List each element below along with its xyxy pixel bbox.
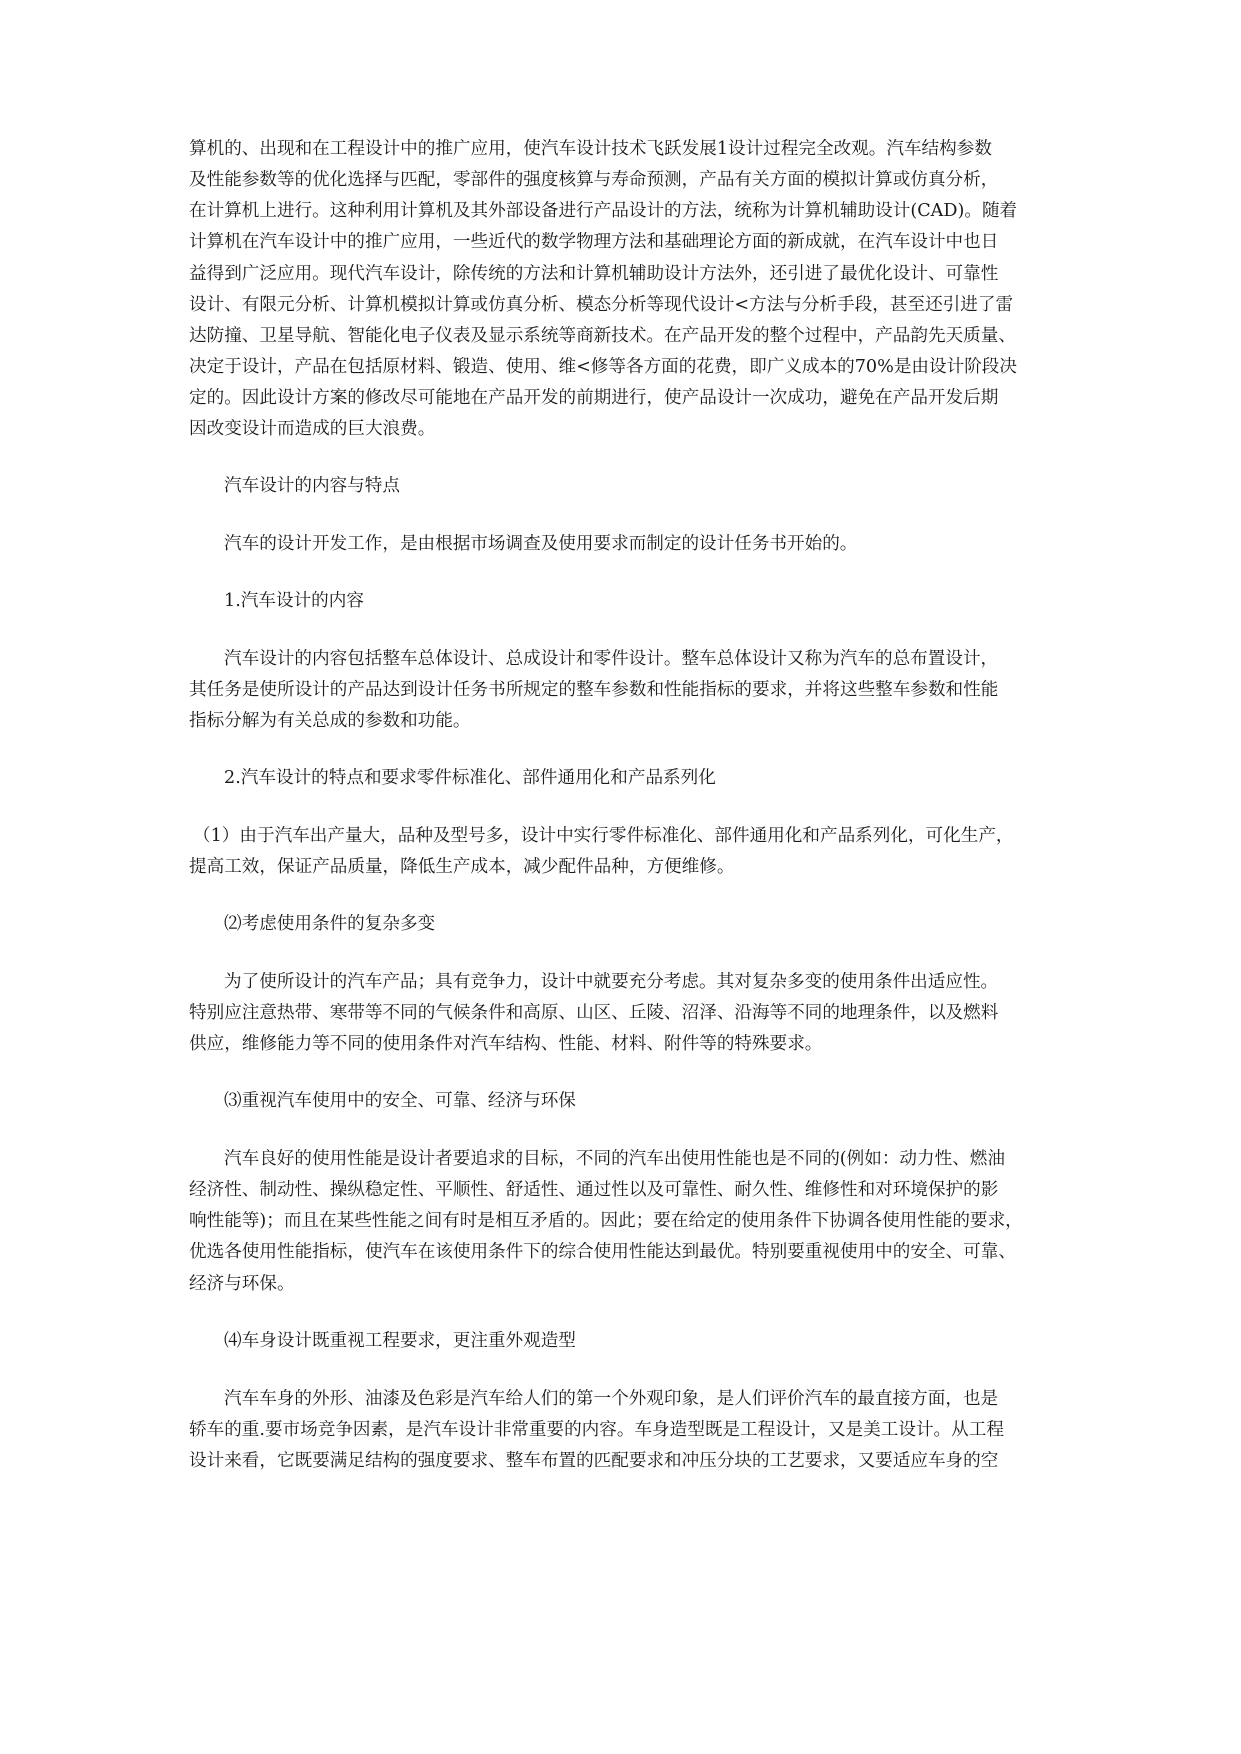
section-heading: 2.汽车设计的特点和要求零件标准化、部件通用化和产品系列化 [224, 768, 716, 788]
paragraph-line: 供应，维修能力等不同的使用条件对汽车结构、性能、材料、附件等的特殊要求。 [189, 1034, 823, 1054]
paragraph-line: 提高工效，保证产品质量，降低生产成本，减少配件品种，方便维修。 [189, 857, 735, 877]
section-heading: 1.汽车设计的内容 [224, 591, 364, 611]
paragraph-line: 为了使所设计的汽车产品；具有竞争力，设计中就要充分考虑。其对复杂多变的使用条件出适应性。 [224, 972, 999, 992]
paragraph-line: 汽车良好的使用性能是设计者要追求的目标，不同的汽车出使用性能也是不同的(例如：动力性、燃油 [224, 1149, 1005, 1169]
paragraph-line: 及性能参数等的优化选择与匹配，零部件的强度核算与寿命预测，产品有关方面的模拟计算或仿真分析， [189, 170, 999, 190]
paragraph-line: 经济性、制动性、操纵稳定性、平顺性、舒适性、通过性以及可靠性、耐久性、维修性和对环境保护的影 [189, 1180, 999, 1200]
paragraph-line: 轿车的重.要市场竞争因素，是汽车设计非常重要的内容。车身造型既是工程设计，又是美工设计。从工程 [189, 1420, 1004, 1440]
paragraph-line: 汽车车身的外形、油漆及色彩是汽车给人们的第一个外观印象，是人们评价汽车的最直接方面，也是 [224, 1389, 999, 1409]
paragraph-line: 定的。因此设计方案的修改尽可能地在产品开发的前期进行，使产品设计一次成功，避免在产品开发后期 [189, 388, 999, 408]
paragraph-line: 设计、有限元分析、计算机模拟计算或仿真分析、模态分析等现代设计<方法与分析手段，甚至还引进了雷 [189, 295, 1014, 315]
paragraph-line: 因改变设计而造成的巨大浪费。 [189, 419, 436, 439]
paragraph-line: 计算机在汽车设计中的推广应用，一些近代的数学物理方法和基础理论方面的新成就，在汽车设计中也日 [189, 232, 999, 252]
paragraph-line: 经济与环保。 [189, 1274, 295, 1294]
paragraph-line: 指标分解为有关总成的参数和功能。 [189, 711, 471, 731]
paragraph-line: 算机的、出现和在工程设计中的推广应用，使汽车设计技术飞跃发展1设计过程完全改观。汽车结构参数 [189, 139, 992, 159]
paragraph-line: 决定于设计，产品在包括原材料、锻造、使用、维<修等各方面的花费，即广义成本的70%是由设计阶段决 [189, 357, 1017, 377]
paragraph-line: （1）由于汽车出产量大，品种及型号多，设计中实行零件标准化、部件通用化和产品系列化，可化生产， [193, 826, 1014, 846]
section-heading: ⑵考虑使用条件的复杂多变 [224, 914, 436, 934]
paragraph-line: 在计算机上进行。这种利用计算机及其外部设备进行产品设计的方法，统称为计算机辅助设计(CAD)。随着 [189, 201, 1018, 221]
paragraph-line: 汽车的设计开发工作，是由根据市场调查及使用要求而制定的设计任务书开始的。 [224, 534, 858, 554]
paragraph-line: 其任务是使所设计的产品达到设计任务书所规定的整车参数和性能指标的要求，并将这些整车参数和性能 [189, 680, 999, 700]
paragraph-line: 达防撞、卫星导航、智能化电子仪表及显示系统等商新技术。在产品开发的整个过程中，产品韵先天质量、 [189, 326, 1016, 346]
paragraph-line: 益得到广泛应用。现代汽车设计，除传统的方法和计算机辅助设计方法外，还引进了最优化设计、可靠性 [189, 264, 999, 284]
section-heading: 汽车设计的内容与特点 [224, 476, 400, 496]
section-heading: ⑷车身设计既重视工程要求，更注重外观造型 [224, 1331, 576, 1351]
paragraph-line: 汽车设计的内容包括整车总体设计、总成设计和零件设计。整车总体设计又称为汽车的总布置设计， [224, 649, 999, 669]
paragraph-line: 响性能等)；而且在某些性能之间有时是相互矛盾的。因此；要在给定的使用条件下协调各使用性能的要求， [189, 1211, 1023, 1231]
section-heading: ⑶重视汽车使用中的安全、可靠、经济与环保 [224, 1091, 576, 1111]
paragraph-line: 设计来看，它既要满足结构的强度要求、整车布置的匹配要求和冲压分块的工艺要求，又要适应车身的空 [189, 1451, 999, 1471]
paragraph-line: 特别应注意热带、寒带等不同的气候条件和高原、山区、丘陵、沼泽、沿海等不同的地理条件，以及燃料 [189, 1003, 999, 1023]
paragraph-line: 优选各使用性能指标，使汽车在该使用条件下的综合使用性能达到最优。特别要重视使用中的安全、可靠、 [189, 1242, 1016, 1262]
